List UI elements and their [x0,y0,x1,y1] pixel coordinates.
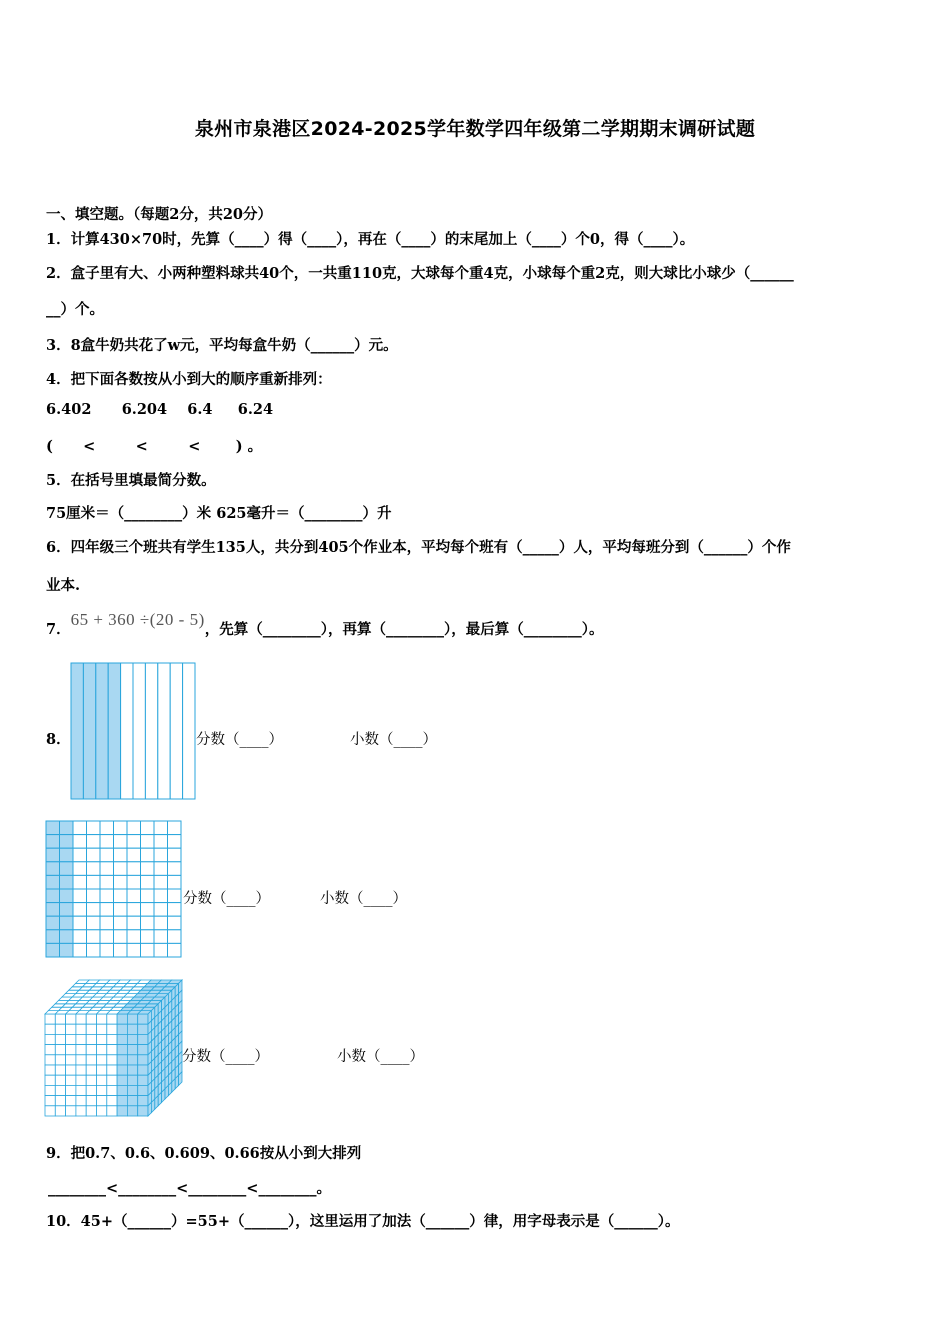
cube-front-cell [55,1014,65,1024]
grid-cell [100,889,114,903]
grid-cell [141,862,155,876]
cube-front-cell [66,1024,76,1034]
cube-front-cell [86,1024,96,1034]
figure-2-decimal-label: 小数（____） [320,891,407,907]
grid-cell [46,943,60,957]
grid-cell [100,943,114,957]
grid-cell [73,943,87,957]
cube-front-cell [107,1045,117,1055]
cube-front-cell [97,1014,107,1024]
cube-front-cell [66,1034,76,1044]
cube-front-cell [97,1024,107,1034]
cube-front-cell [45,1075,55,1085]
cube-front-cell [127,1065,137,1075]
cube-front-cell [138,1075,148,1085]
grid-cell [100,903,114,917]
cube-front-cell [76,1034,86,1044]
cube-front-cell [127,1045,137,1055]
grid-cell [73,903,87,917]
grid-cell [46,835,60,849]
grid-cell [168,889,182,903]
grid-cell [168,835,182,849]
grid-cell [127,875,141,889]
cube-front-cell [55,1106,65,1116]
cube-front-cell [86,1096,96,1106]
cube-front-cell [45,1085,55,1095]
cube-front-cell [107,1096,117,1106]
cube-front-cell [76,1024,86,1034]
cube-front-cell [66,1065,76,1075]
cube-front-cell [55,1096,65,1106]
grid-cell [87,835,101,849]
grid-cell [114,848,128,862]
cube-front-cell [117,1075,127,1085]
cube-front-cell [86,1055,96,1065]
grid-cell [168,916,182,930]
cube-front-cell [55,1075,65,1085]
question-7-formula: 65 + 360 ÷(20 - 5) [70,610,205,629]
section-heading: 一、填空题。（每题2分，共20分） [46,206,273,223]
grid-cell [87,848,101,862]
cube-front-cell [127,1096,137,1106]
grid-cell [127,862,141,876]
question-7-number: 7． [46,621,71,638]
figure-2-grid [45,820,183,959]
cube-front-cell [45,1106,55,1116]
cube-front-cell [76,1055,86,1065]
grid-cell [127,835,141,849]
grid-cell [141,916,155,930]
cube-front-cell [76,1075,86,1085]
grid-cell [73,889,87,903]
grid-cell [73,848,87,862]
figure-3-decimal-label: 小数（____） [337,1049,424,1065]
grid-cell [60,862,74,876]
cube-front-cell [66,1075,76,1085]
question-7 [46,610,604,639]
cube-front-cell [97,1106,107,1116]
cube-front-cell [86,1085,96,1095]
strip-cell [83,663,95,799]
cube-front-cell [86,1014,96,1024]
grid-cell [168,875,182,889]
cube-front-cell [55,1085,65,1095]
cube-front-cell [66,1014,76,1024]
cube-front-cell [66,1106,76,1116]
grid-cell [114,821,128,835]
cube-front-cell [66,1045,76,1055]
cube-front-cell [97,1096,107,1106]
grid-cell [60,848,74,862]
grid-cell [168,903,182,917]
grid-cell [127,903,141,917]
cube-front-cell [127,1034,137,1044]
cube-front-cell [127,1055,137,1065]
cube-front-cell [45,1045,55,1055]
cube-front-cell [76,1106,86,1116]
cube-front-cell [86,1075,96,1085]
cube-front-cell [66,1085,76,1095]
cube-front-cell [66,1096,76,1106]
cube-front-cell [138,1065,148,1075]
strip-cell [158,663,170,799]
grid-cell [100,916,114,930]
grid-cell [87,903,101,917]
question-2-line-2: __）个。 [46,301,104,318]
figure-1-strips [70,662,196,800]
question-8-number: 8． [46,731,71,748]
figure-1-decimal-label: 小数（____） [350,732,437,748]
grid-cell [114,889,128,903]
cube-front-cell [45,1034,55,1044]
figure-1-fraction-label: 分数（____） [196,732,283,748]
grid-cell [154,916,168,930]
cube-front-cell [66,1055,76,1065]
grid-cell [141,930,155,944]
cube-front-cell [86,1045,96,1055]
cube-front-cell [76,1096,86,1106]
figure-3-fraction-label: 分数（____） [182,1049,269,1065]
strip-cell [145,663,157,799]
grid-cell [46,862,60,876]
grid-cell [46,930,60,944]
grid-cell [154,930,168,944]
grid-cell [60,889,74,903]
grid-cell [154,862,168,876]
grid-cell [73,930,87,944]
cube-front-cell [97,1075,107,1085]
question-4-numbers: 6.402 6.204 6.4 6.24 [46,401,274,418]
cube-front-cell [117,1024,127,1034]
question-10: 10．45+（______）=55+（______），这里运用了加法（______）律，用字母表示是（______）。 [46,1213,680,1230]
cube-front-cell [97,1085,107,1095]
grid-cell [127,889,141,903]
grid-cell [100,821,114,835]
grid-cell [60,821,74,835]
cube-front-cell [127,1024,137,1034]
grid-cell [60,916,74,930]
grid-cell [73,875,87,889]
cube-front-cell [76,1065,86,1075]
question-4: 4．把下面各数按从小到大的顺序重新排列： [46,371,332,388]
cube-front-cell [55,1045,65,1055]
cube-front-cell [97,1045,107,1055]
grid-cell [168,848,182,862]
cube-front-cell [117,1085,127,1095]
cube-front-cell [45,1014,55,1024]
grid-cell [154,889,168,903]
cube-front-cell [107,1024,117,1034]
grid-cell [46,903,60,917]
grid-cell [100,848,114,862]
grid-cell [100,930,114,944]
strip-cell [71,663,83,799]
cube-front-cell [97,1065,107,1075]
grid-cell [114,835,128,849]
cube-front-cell [86,1034,96,1044]
cube-front-cell [107,1106,117,1116]
strip-cell [121,663,133,799]
cube-front-cell [138,1096,148,1106]
grid-cell [127,848,141,862]
grid-cell [154,943,168,957]
cube-front-cell [76,1014,86,1024]
cube-front-cell [45,1096,55,1106]
grid-cell [114,862,128,876]
cube-front-cell [45,1055,55,1065]
grid-cell [46,916,60,930]
grid-cell [154,821,168,835]
grid-cell [73,835,87,849]
cube-front-cell [55,1024,65,1034]
question-3: 3．8盒牛奶共花了w元，平均每盒牛奶（______）元。 [46,337,398,354]
cube-front-cell [117,1065,127,1075]
grid-cell [46,875,60,889]
cube-front-cell [45,1024,55,1034]
strip-cell [108,663,120,799]
strip-cell [183,663,195,799]
grid-cell [127,821,141,835]
grid-cell [73,916,87,930]
cube-front-cell [138,1055,148,1065]
cube-front-cell [86,1065,96,1075]
grid-cell [87,943,101,957]
grid-cell [168,821,182,835]
grid-cell [114,875,128,889]
cube-front-cell [107,1065,117,1075]
grid-cell [60,930,74,944]
grid-cell [114,930,128,944]
grid-cell [127,943,141,957]
question-6-line-1: 6．四年级三个班共有学生135人，共分到405个作业本，平均每个班有（_____）人，平均每班分到（______）个作 [46,539,791,556]
grid-cell [154,835,168,849]
grid-cell [154,903,168,917]
question-1: 1．计算430×70时，先算（____）得（____），再在（____）的末尾加上（____）个0，得（____）。 [46,231,695,248]
question-5: 5．在括号里填最简分数。 [46,472,216,489]
cube-front-cell [107,1055,117,1065]
strip-cell [96,663,108,799]
grid-cell [46,821,60,835]
cube-front-cell [117,1034,127,1044]
cube-front-cell [107,1014,117,1024]
cube-front-cell [117,1096,127,1106]
cube-front-cell [55,1065,65,1075]
cube-front-cell [138,1045,148,1055]
grid-cell [100,875,114,889]
grid-cell [87,821,101,835]
grid-cell [60,835,74,849]
cube-front-cell [117,1106,127,1116]
question-6-line-2: 业本. [46,577,81,594]
grid-cell [100,862,114,876]
cube-front-cell [107,1075,117,1085]
grid-cell [87,930,101,944]
grid-cell [87,916,101,930]
cube-front-cell [45,1065,55,1075]
grid-cell [60,903,74,917]
grid-cell [114,943,128,957]
cube-front-cell [138,1085,148,1095]
cube-front-cell [55,1034,65,1044]
question-9: 9．把0.7、0.6、0.609、0.66按从小到大排列 [46,1145,362,1162]
grid-cell [141,943,155,957]
cube-front-cell [117,1014,127,1024]
grid-cell [46,848,60,862]
grid-cell [114,916,128,930]
grid-cell [168,862,182,876]
cube-front-cell [127,1085,137,1095]
cube-front-cell [138,1106,148,1116]
cube-front-cell [97,1034,107,1044]
page-title: 泉州市泉港区2024-2025学年数学四年级第二学期期末调研试题 [194,118,756,140]
grid-cell [114,903,128,917]
grid-cell [141,903,155,917]
question-4-order: ( < < < ) 。 [46,438,263,455]
cube-front-cell [138,1014,148,1024]
question-2-line-1: 2．盒子里有大、小两种塑料球共40个，一共重110克，大球每个重4克，小球每个重2克，则大球比小球少（______ [46,265,794,282]
cube-front-cell [76,1085,86,1095]
cube-front-cell [117,1055,127,1065]
strip-cell [133,663,145,799]
grid-cell [46,889,60,903]
grid-cell [127,930,141,944]
cube-front-cell [138,1024,148,1034]
cube-front-cell [107,1034,117,1044]
grid-cell [87,875,101,889]
cube-front-cell [138,1034,148,1044]
cube-front-cell [76,1045,86,1055]
grid-cell [154,848,168,862]
cube-front-cell [107,1085,117,1095]
question-9-blanks: ________<________<________<________。 [48,1180,331,1197]
grid-cell [87,862,101,876]
grid-cell [141,821,155,835]
cube-front-cell [127,1106,137,1116]
grid-cell [154,875,168,889]
cube-front-cell [55,1055,65,1065]
figure-2-fraction-label: 分数（____） [183,891,270,907]
grid-cell [87,889,101,903]
cube-front-cell [127,1075,137,1085]
cube-front-cell [86,1106,96,1116]
strip-cell [170,663,182,799]
grid-cell [141,835,155,849]
grid-cell [141,889,155,903]
grid-cell [60,875,74,889]
cube-front-cell [117,1045,127,1055]
grid-cell [168,930,182,944]
question-7-text: ，先算（________），再算（________），最后算（________）。 [204,621,604,638]
grid-cell [141,875,155,889]
cube-front-cell [127,1014,137,1024]
grid-cell [60,943,74,957]
grid-cell [141,848,155,862]
grid-cell [73,862,87,876]
figure-3-cube [44,978,184,1118]
grid-cell [168,943,182,957]
cube-front-cell [97,1055,107,1065]
grid-cell [127,916,141,930]
question-5-items: 75厘米＝（________）米 625毫升＝（________）升 [46,505,392,522]
grid-cell [73,821,87,835]
grid-cell [100,835,114,849]
